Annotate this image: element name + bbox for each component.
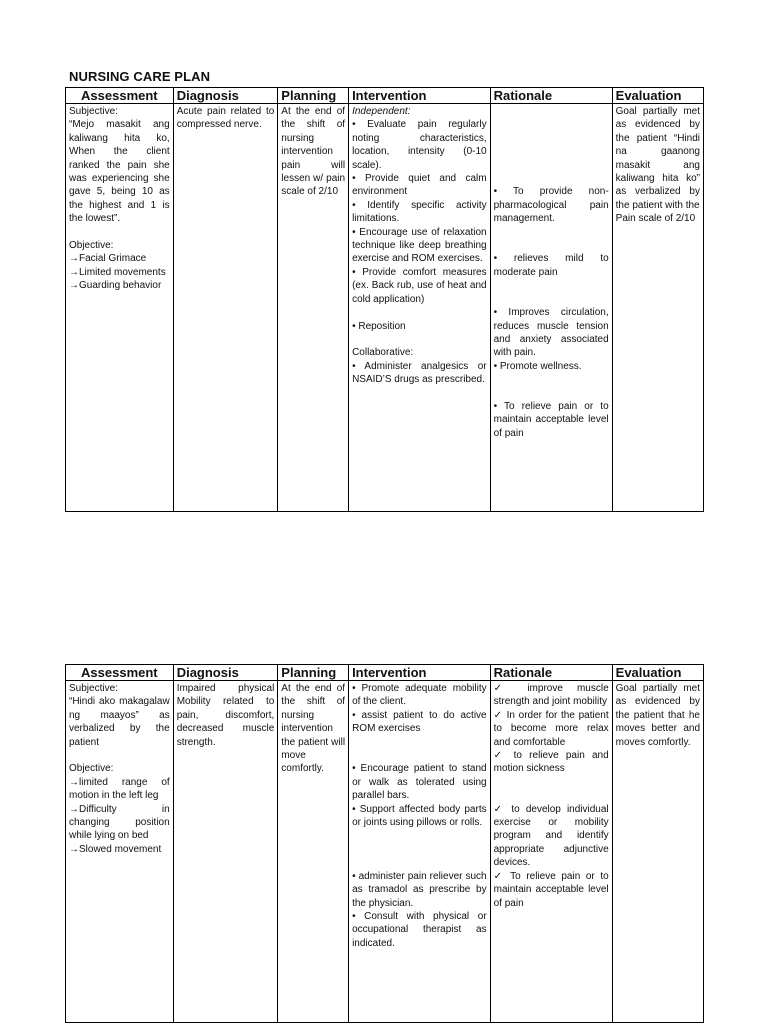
- rationale-cell: [490, 104, 612, 512]
- nursing-care-plan-table-1: [65, 87, 704, 512]
- header-assessment: Assessment: [66, 665, 174, 681]
- table-row: [66, 104, 704, 512]
- planning-cell: [278, 681, 349, 1023]
- rationale-cell: [490, 681, 612, 1023]
- assessment-cell: [66, 681, 174, 1023]
- evaluation-text: Goal partially met as evidenced by the patient “Hindi na gaanong masakit ang kaliwang hita ko” as verbalized by the patient with the Pain scale of 2/10: [615, 106, 700, 225]
- rationale-text: ✓ improve muscle strength and joint mobility ✓ In order for the patient to become more relax and comfortable ✓ to relieve pain and motion sickness ✓ to develop individual exercise or mobility program and identify appropriate adjunctive devices. ✓ To relieve pain or to maintain acceptable level of pain: [493, 683, 609, 909]
- header-intervention: Intervention: [349, 665, 491, 681]
- header-assessment: Assessment: [66, 88, 174, 104]
- assessment-text: Subjective: “Mejo masakit ang kaliwang hita ko, When the client ranked the pain she was experiencing she gave 5, being 10 as the highest and 1 is the lowest”. Objective: →Facial Grimace →Limited movements →Guarding behavior: [69, 106, 170, 292]
- intervention-text: • Promote adequate mobility of the client. • assist patient to do active ROM exercises • Encourage patient to stand or walk as tolerated using parallel bars. • Support affected body parts or joints using pillows or rolls. • administer pain reliever such as tramadol as prescribe by the physician. • Consult with physical or occupational therapist as indicated.: [352, 683, 487, 949]
- header-rationale: Rationale: [490, 665, 612, 681]
- intervention-text: • Evaluate pain regularly noting characteristics, location, intensity (0-10 scale). • Provide quiet and calm environment • Identify specific activity limitations. • Encourage use of relaxation technique like deep breathing exercise and ROM exercises. • Provide comfort measures (ex. Back rub, use of heat and cold application) • Reposition Collaborative: • Administer analgesics or NSAID’S drugs as prescribed.: [352, 119, 487, 386]
- table-header-row: [66, 665, 704, 681]
- evaluation-cell: [612, 104, 703, 512]
- diagnosis-cell: [173, 104, 278, 512]
- evaluation-text: Goal partially met as evidenced by the patient that he moves better and moves comfortly.: [615, 683, 700, 748]
- header-diagnosis: Diagnosis: [173, 665, 278, 681]
- header-intervention: Intervention: [349, 88, 491, 104]
- diagnosis-text: Acute pain related to compressed nerve.: [176, 106, 275, 131]
- table-row: [66, 681, 704, 1023]
- intervention-cell: [349, 681, 491, 1023]
- table-header-row: [66, 88, 704, 104]
- rationale-text: • To provide non-pharmacological pain management. • relieves mild to moderate pain • Improves circulation, reduces muscle tension and anxiety associated with pain. • Promote wellness. • To relieve pain or to maintain acceptable level of pain: [493, 186, 609, 439]
- planning-cell: [278, 104, 349, 512]
- intervention-heading: Independent:: [352, 106, 411, 117]
- header-planning: Planning: [278, 665, 349, 681]
- planning-text: At the end of the shift of nursing intervention pain will lessen w/ pain scale of 2/10: [281, 106, 346, 198]
- nursing-care-plan-table-2: [65, 664, 704, 1023]
- header-evaluation: Evaluation: [612, 665, 703, 681]
- header-rationale: Rationale: [490, 88, 612, 104]
- header-evaluation: Evaluation: [612, 88, 703, 104]
- assessment-text: Subjective: “Hindi ako makagalaw ng maayos” as verbalized by the patient Objective: →limited range of motion in the left leg →Difficulty in changing position while lying on bed →Slowed movement: [69, 683, 170, 855]
- intervention-cell: [349, 104, 491, 512]
- assessment-cell: [66, 104, 174, 512]
- planning-text: At the end of the shift of nursing intervention the patient will move comfortly.: [281, 683, 346, 775]
- header-diagnosis: Diagnosis: [173, 88, 278, 104]
- evaluation-cell: [612, 681, 703, 1023]
- diagnosis-cell: [173, 681, 278, 1023]
- document-title: NURSING CARE PLAN: [69, 69, 211, 84]
- header-planning: Planning: [278, 88, 349, 104]
- diagnosis-text: Impaired physical Mobility related to pain, discomfort, decreased muscle strength.: [176, 683, 275, 748]
